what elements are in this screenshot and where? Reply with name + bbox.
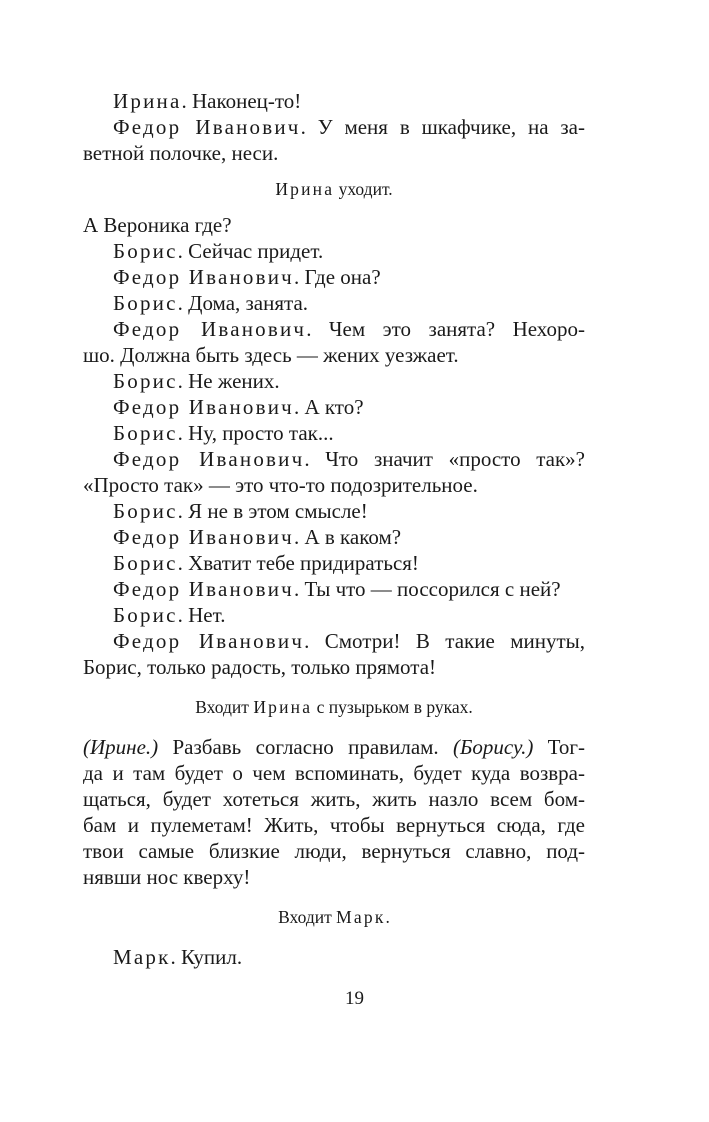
speaker-name: Марк — [113, 945, 171, 969]
speech-text: . Ты что — поссорился с ней? — [293, 577, 561, 601]
speech-line — [83, 368, 585, 394]
speaker-name: Марк — [336, 907, 386, 927]
speech-text: . Сейчас придет. — [177, 239, 324, 263]
speaker-name: Борис — [113, 421, 178, 445]
speech-text: . Чем это занята? Нехоро- — [306, 317, 586, 341]
speech-line — [83, 524, 585, 550]
speech-text: Борис, только радость, только прямота! — [83, 655, 437, 679]
speech-line — [83, 944, 585, 970]
speech-text: ветной полочке, неси. — [83, 141, 279, 165]
speaker-name: Ирина — [275, 179, 335, 199]
stage-text: с пузырьком в руках. — [312, 697, 473, 717]
speech-line — [83, 838, 585, 864]
speech-line — [83, 446, 585, 472]
speech-text: шо. Должна быть здесь — жених уезжает. — [83, 343, 459, 367]
speech-line — [83, 734, 585, 760]
speech-line — [83, 628, 585, 654]
speech-text: Разбавь согласно правилам. — [158, 735, 454, 759]
stage-direction — [83, 904, 585, 930]
stage-text: Входит — [195, 697, 254, 717]
speech-text: . Что значит «просто так»? — [304, 447, 585, 471]
speech-line — [83, 576, 585, 602]
speech-text: . У меня в шкафчике, на за- — [300, 115, 585, 139]
speech-line — [83, 420, 585, 446]
speaker-name: Федор Иванович — [113, 447, 305, 471]
stage-direction — [83, 694, 585, 720]
page-body — [83, 88, 585, 970]
speech-line — [83, 812, 585, 838]
speech-line — [83, 264, 585, 290]
speaker-name: Федор Иванович — [113, 317, 307, 341]
speech-text: А Вероника где? — [83, 213, 232, 237]
speech-line — [83, 140, 585, 166]
speech-text: нявши нос кверху! — [83, 865, 251, 889]
speech-text: . А в каком? — [293, 525, 402, 549]
stage-text: Входит — [278, 907, 337, 927]
speech-line — [83, 602, 585, 628]
speech-text: . Не жених. — [177, 369, 280, 393]
speaker-name: Федор Иванович — [113, 525, 294, 549]
speaker-name: Борис — [113, 291, 178, 315]
speaker-name: Ирина — [253, 697, 313, 717]
stage-direction — [83, 176, 585, 202]
speech-line — [83, 654, 585, 680]
speech-line — [83, 212, 585, 238]
speaker-name: Борис — [113, 239, 178, 263]
speech-text: . Хватит тебе придираться! — [177, 551, 419, 575]
speech-line — [83, 114, 585, 140]
speech-text: . Ну, просто так... — [177, 421, 334, 445]
speech-text: . Я не в этом смысле! — [177, 499, 368, 523]
speech-line — [83, 88, 585, 114]
stage-remark: (Ирине.) — [83, 735, 159, 759]
speech-text: . Дома, занята. — [177, 291, 309, 315]
speech-line — [83, 316, 585, 342]
speech-line — [83, 498, 585, 524]
speaker-name: Борис — [113, 603, 178, 627]
speech-text: . Где она? — [293, 265, 381, 289]
stage-remark: (Борису.) — [453, 735, 534, 759]
speaker-name: Федор Иванович — [113, 265, 294, 289]
speech-line — [83, 394, 585, 420]
speech-text: щаться, будет хотеться жить, жить назло всем бом- — [83, 787, 585, 811]
speech-line — [83, 550, 585, 576]
stage-text: . — [385, 907, 390, 927]
speaker-name: Ирина — [113, 89, 182, 113]
speech-text: да и там будет о чем вспоминать, будет куда возвра- — [83, 761, 585, 785]
speech-text: Тог- — [533, 735, 586, 759]
speech-text: . Смотри! В такие минуты, — [304, 629, 585, 653]
speech-text: . Нет. — [177, 603, 226, 627]
speaker-name: Борис — [113, 551, 178, 575]
speaker-name: Федор Иванович — [113, 115, 301, 139]
speech-line — [83, 786, 585, 812]
speech-line — [83, 238, 585, 264]
speaker-name: Борис — [113, 499, 178, 523]
stage-text: уходит. — [334, 179, 393, 199]
speaker-name: Федор Иванович — [113, 395, 294, 419]
speaker-name: Борис — [113, 369, 178, 393]
speech-line — [83, 760, 585, 786]
speech-text: твои самые близкие люди, вернуться славно, под- — [83, 839, 585, 863]
speech-line — [83, 472, 585, 498]
speaker-name: Федор Иванович — [113, 577, 294, 601]
speech-text: . Купил. — [170, 945, 243, 969]
speech-text: «Просто так» — это что-то подозрительное. — [83, 473, 478, 497]
speech-line — [83, 342, 585, 368]
speech-text: . А кто? — [293, 395, 364, 419]
speaker-name: Федор Иванович — [113, 629, 305, 653]
speech-line — [83, 864, 585, 890]
speech-line — [83, 290, 585, 316]
speech-text: бам и пулеметам! Жить, чтобы вернуться сюда, где — [83, 813, 585, 837]
page-number: 19 — [345, 988, 364, 1009]
speech-text: . Наконец-то! — [181, 89, 302, 113]
